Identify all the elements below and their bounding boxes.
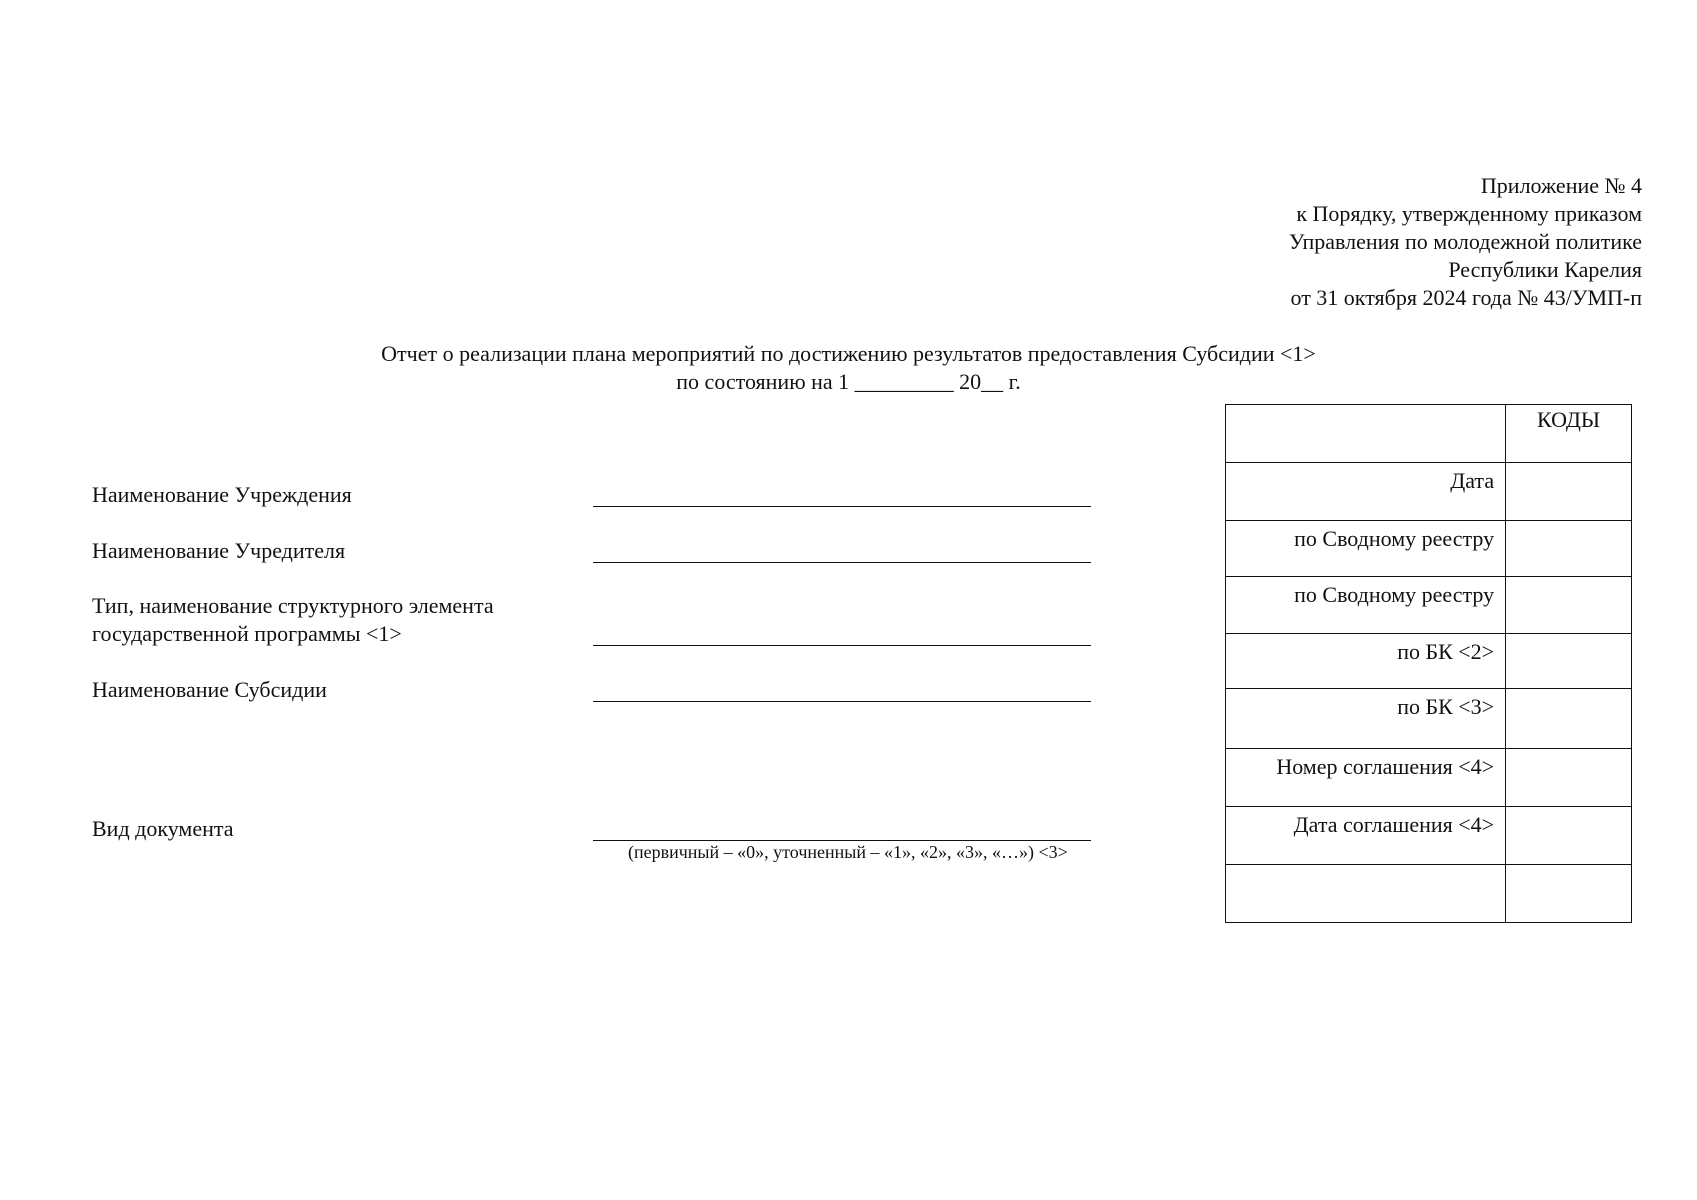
codes-row-label [1226,865,1506,923]
codes-row-registry-1 [1226,521,1632,577]
codes-row-value[interactable] [1506,807,1632,865]
codes-row-value[interactable] [1506,865,1632,923]
codes-row-agreement-date [1226,807,1632,865]
codes-table [1225,404,1632,923]
codes-row-value[interactable] [1506,749,1632,807]
codes-row-label: Дата соглашения <4> [1226,807,1506,865]
codes-row-bk-3 [1226,689,1632,749]
codes-row-bk-2 [1226,634,1632,689]
codes-row-label: по Сводному реестру [1226,521,1506,577]
institution-field[interactable] [593,506,1091,507]
founder-field[interactable] [593,562,1091,563]
codes-row-value[interactable] [1506,521,1632,577]
codes-row-date [1226,463,1632,521]
appendix-region: Республики Карелия [1448,257,1642,282]
document-type-label: Вид документа [92,816,234,841]
program-element-label-line1: Тип, наименование структурного элемента [92,593,494,618]
appendix-order-date: от 31 октября 2024 года № 43/УМП-п [1290,285,1642,310]
codes-row-label: по БК <3> [1226,689,1506,749]
report-title [0,340,1697,396]
codes-row-registry-2 [1226,577,1632,634]
codes-row-value[interactable] [1506,577,1632,634]
codes-row-value[interactable] [1506,463,1632,521]
appendix-header [1289,172,1642,312]
codes-row-label: Номер соглашения <4> [1226,749,1506,807]
subsidy-label: Наименование Субсидии [92,677,327,702]
codes-row-value[interactable] [1506,634,1632,689]
codes-header: КОДЫ [1506,405,1632,463]
codes-row-agreement-number [1226,749,1632,807]
codes-row-blank [1226,865,1632,923]
codes-row-value[interactable] [1506,689,1632,749]
program-element-field[interactable] [593,645,1091,646]
codes-row-label: по Сводному реестру [1226,577,1506,634]
codes-row-label: Дата [1226,463,1506,521]
appendix-authority: Управления по молодежной политике [1288,229,1642,254]
program-element-label-line2: государственной программы <1> [92,621,402,646]
document-type-hint: (первичный – «0», уточненный – «1», «2», «3», «…») <3> [628,842,1068,862]
report-title-main: Отчет о реализации плана мероприятий по достижению результатов предоставления Субсидии <1> [381,341,1316,366]
institution-label: Наименование Учреждения [92,482,352,507]
appendix-number: Приложение № 4 [1480,173,1642,198]
report-title-date: по состоянию на 1 _________ 20__ г. [676,369,1021,394]
appendix-reference: к Порядку, утвержденному приказом [1296,201,1642,226]
founder-label: Наименование Учредителя [92,538,346,563]
subsidy-field[interactable] [593,701,1091,702]
codes-header-row [1226,405,1632,463]
codes-row-label: по БК <2> [1226,634,1506,689]
codes-header-blank [1226,405,1506,463]
